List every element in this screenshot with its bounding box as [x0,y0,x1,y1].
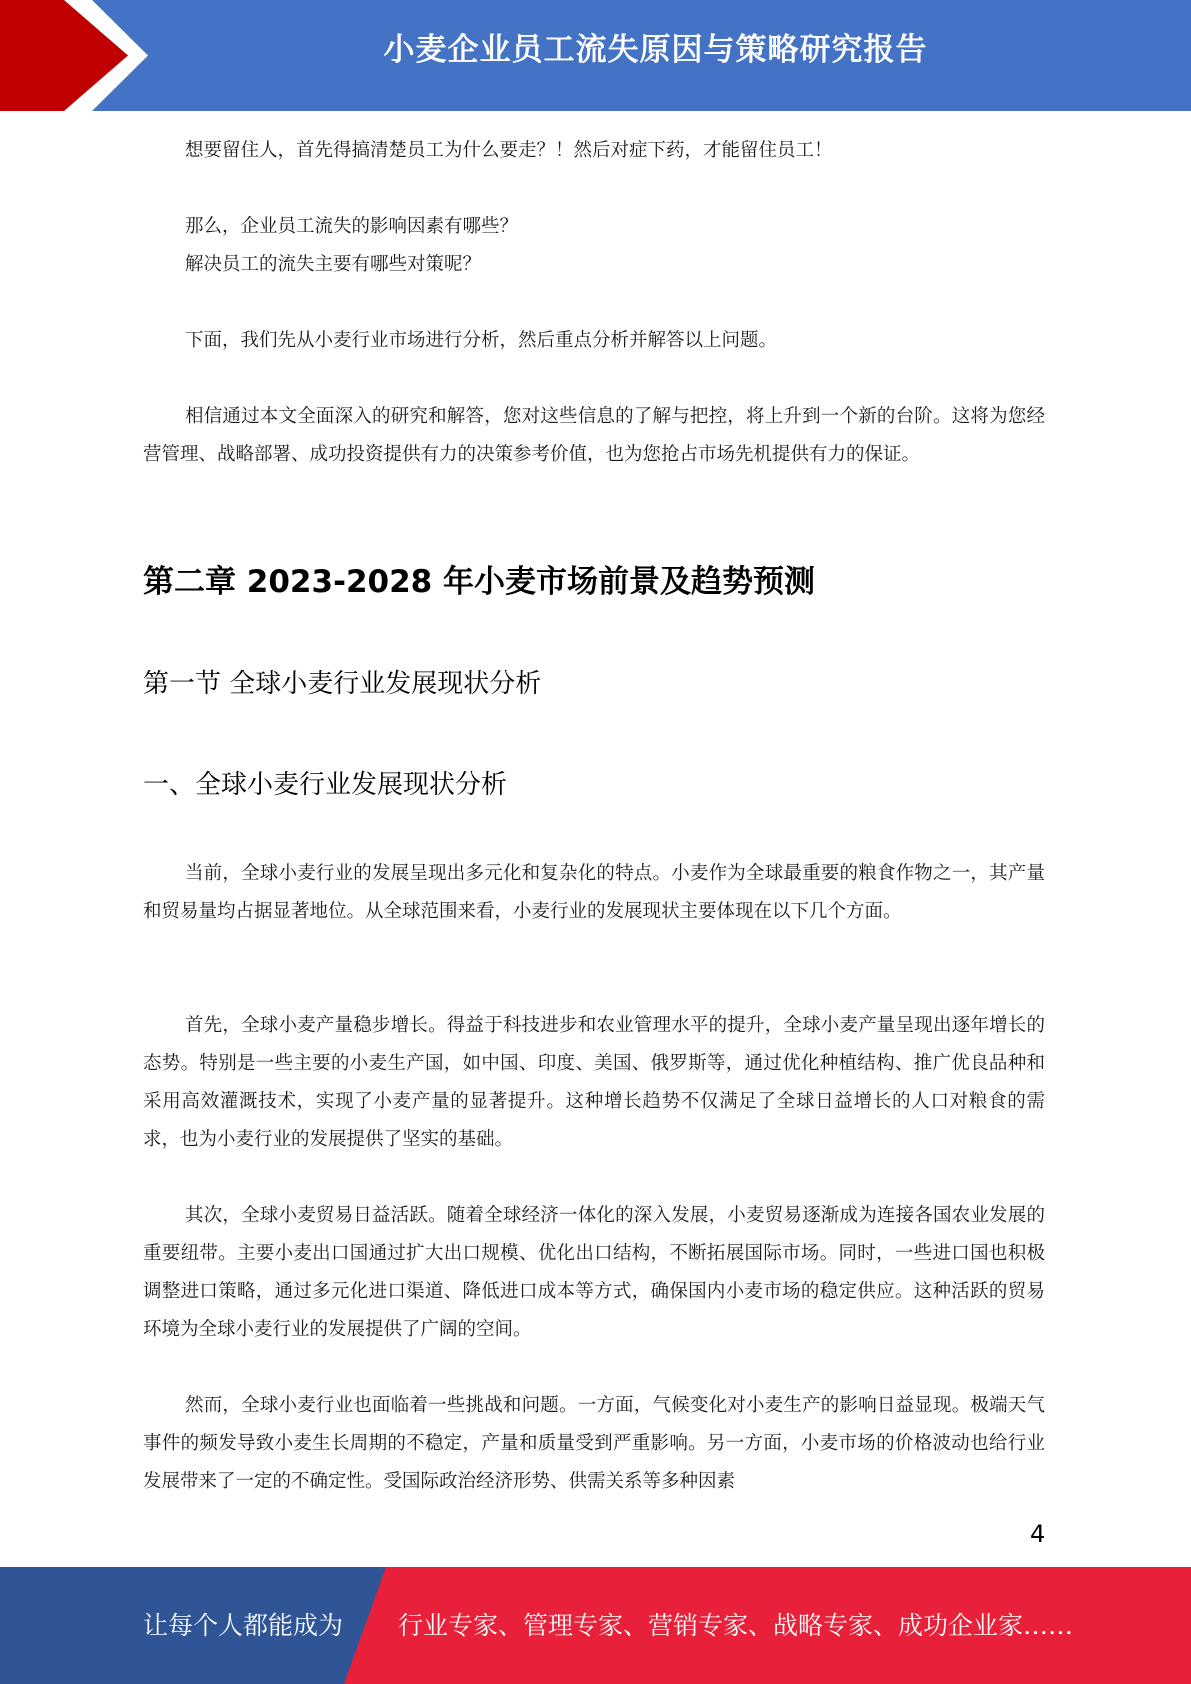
page-header [0,0,1191,111]
page-number: 4 [1030,1520,1046,1548]
paragraph-production-growth: 首先，全球小麦产量稳步增长。得益于科技进步和农业管理水平的提升，全球小麦产量呈现出逐年增长的态势。特别是一些主要的小麦生产国，如中国、印度、美国、俄罗斯等，通过优化种植结构、推广优良品种和采用高效灌溉技术，实现了小麦产量的显著提升。这种增长趋势不仅满足了全球日益增长的人口对粮食的需求，也为小麦行业的发展提供了坚实的基础。 [143,1015,1045,1150]
paragraph-question-2: 解决员工的流失主要有哪些对策呢？ [185,254,482,275]
footer-slogan-right: 行业专家、管理专家、营销专家、战略专家、成功企业家…… [398,1611,1074,1640]
paragraph-trade-activity: 其次，全球小麦贸易日益活跃。随着全球经济一体化的深入发展，小麦贸易逐渐成为连接各国农业发展的重要纽带。主要小麦出口国通过扩大出口规模、优化出口结构，不断拓展国际市场。同时，一些进口国也积极调整进口策略，通过多元化进口渠道、降低进口成本等方式，确保国内小麦市场的稳定供应。这种活跃的贸易环境为全球小麦行业的发展提供了广阔的空间。 [143,1205,1045,1340]
section-heading: 第一节 全球小麦行业发展现状分析 [143,669,542,699]
paragraph-challenges: 然而，全球小麦行业也面临着一些挑战和问题。一方面，气候变化对小麦生产的影响日益显现。极端天气事件的频发导致小麦生长周期的不稳定，产量和质量受到严重影响。另一方面，小麦市场的价格波动也给行业发展带来了一定的不确定性。受国际政治经济形势、供需关系等多种因素 [143,1395,1045,1492]
page-footer [0,1567,1191,1684]
paragraph-value: 相信通过本文全面深入的研究和解答，您对这些信息的了解与把控，将上升到一个新的台阶。这将为您经营管理、战略部署、成功投资提供有力的决策参考价值，也为您抢占市场先机提供有力的保证。 [143,406,1045,465]
report-title: 小麦企业员工流失原因与策略研究报告 [383,32,928,68]
paragraph-intro: 想要留住人，首先得搞清楚员工为什么要走？！然后对症下药，才能留住员工！ [185,140,833,161]
subsection-heading: 一、全球小麦行业发展现状分析 [143,770,508,800]
paragraph-overview: 下面，我们先从小麦行业市场进行分析，然后重点分析并解答以上问题。 [185,330,778,351]
paragraph-current-status: 当前，全球小麦行业的发展呈现出多元化和复杂化的特点。小麦作为全球最重要的粮食作物之一，其产量和贸易量均占据显著地位。从全球范围来看，小麦行业的发展现状主要体现在以下几个方面。 [143,863,1045,922]
footer-slogan-left: 让每个人都能成为 [143,1611,344,1640]
chapter-heading: 第二章 2023-2028 年小麦市场前景及趋势预测 [143,564,816,600]
paragraph-question-1: 那么，企业员工流失的影响因素有哪些？ [185,216,519,237]
